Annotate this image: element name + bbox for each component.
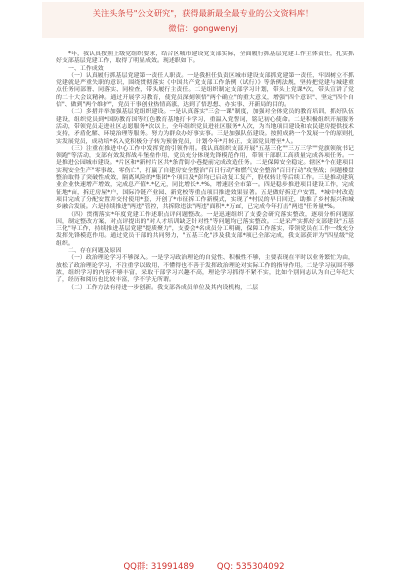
qq-contact-text: QQ: 535304092 [216,562,285,572]
footer-contact [0,560,408,574]
paragraph: （一）政治理论学习不够深入。一是学习政治理论的自觉性、积极性不够，主要表现在平时以业务繁忙为由，放松了政治理论学习，不注重学以致用，不懂得也不善于发挥政治理论对实际工作的指导作用。二是学习氛围不够浓，组织学习的内容不够丰富，采取干部学习兴趣不高，理论学习抓得不紧不实，比如个别同志认为自己年纪大了，经历和阅历也比较丰富，学不学无所谓。 [56,255,354,284]
qq-group-text: QQ群: 31991489 [123,562,195,572]
paragraph: （三）注重在推进中心工作中发挥党的引领作用。我认真组织支部开展"五基三化""三万三学""党旗领航书记领跑"等活动，支部有效发挥战斗堡垒作用，党员充分体现先锋模范作用，带领干部职工高质量完成各项任务。一是推进公园城市建设。*片区和*新村片区共*条背街小巷提前完成改造任务。二是保障安全稳定。辖区*个在建项目实现安全生产"零事故、零伤亡"，打赢了自建房安全整治"百日行动"和燃气安全整治"百日行动"攻坚战；问题楼盘整治取得了突破性成效，隔离风险的*集团*个项目及*彭均已启动复工复产，股权转让等后续工作。三是推动建筑业企业快速增产增效，完成总产值*.*亿元，同比增长*.*%，增速居全市第一。四是稳步推进项目建设工作，完成征地*亩，拆迁房屋*户，国际冷链产业园、新党校等重点项目推进效果显著。五是做好拆迁户安置，*城中村改造项目完成了分配安置并交付使用*套，开创了*市征拆工作新模式，实现了*村民的早日回迁，助推了乡村振兴和城乡融合发展。六是持续推进"两违"管控，共拆除违法"两违"面积*.*万㎡，已完成今年打击"两违"任务量*%。 [56,145,354,211]
section-heading: 二、存在问题及原因 [68,248,122,255]
paragraph: （二）工作方法有待进一步创新。我支部各成员单位及其内设机构，二层 [68,284,259,291]
paragraph: *年，我认真按照上级党组织要求，结合区城市建设党支部实际，全面履行抓基层党建工作主体责任，扎实抓好支部基层党建工作，取得了明显成效。现述职如下。 [56,51,354,65]
section-heading: 一、工作成效 [68,65,104,72]
paragraph: （一）认真履行抓基层党建第一责任人职责。一是我担任负责区城市建设支部抓党建第一责任，牢固树立不抓党建就是严重失职的意识，围绕贯彻落实《中国共产党支部工作条例（试行）》等条例法规，坚持把党建与城建重点任务同部署、同落实、同检查，带头履行主责任。二是组织制定支部学习计划，带头上党课*次，带头宣讲了党的二十大会议精神。通过开展学习教育，使党员深刻领悟"两个确立"的重大意义，增强"四个意识"、坚定"四个自信"、做到"两个维护"，党员干事创业热情高涨，达到了悟思想、办实事、开新局的目的。 [56,72,354,109]
header-banner [42,2,364,38]
paragraph: （四）贯彻落实*年度党建工作述职点评问题整改。一是迅速组织了支委会研究落实整改，逐项分析问题原因，制定整改方案，对点评提出的"对人才培训缺乏针对性"等问题均已落实整改。二是采严实抓好支部建设"五基三化"导工作，持续推进基层党建"提质聚力"，支委会*名成员分工明确，保障工作落实，带领党员在工作一线充分发挥先锋模范作用。通过党员干部的共同努力，"五基三化"涉及我支部*项已全部完成，我支部获评为"四星级"党组织。 [56,211,354,247]
banner-wechat-text: 微信：gongwenyj [168,23,238,33]
banner-promo-text: 关注头条号"公文研究"，获得最新最全最专业的公文资料库！ [92,8,314,18]
document-body [56,51,354,543]
paragraph: （二）多措并举加强基层党组织建设。一是认真落实"三会一课"制度，加强对全体党员的教育培训，抓好队伍建设，组织党员到*国防教育国等红色教育基地打卡学习，重温入党誓词，铭记初心使命。二是积极组织开展服务活动，带领党员走进社区志愿服务*次以上，全年组织党员进社区服务*人次，为当地项目建设和农民建房提供技术支持，矛盾化解、环境治理等服务。努力为群众办好事实事。三是加强队伍建设。按照成熟一个发展一个的原则扎实发展党员，成功培*名入党积极分子转为预备党员，计划今年*月转正，支部党员增至*人。 [56,109,354,145]
